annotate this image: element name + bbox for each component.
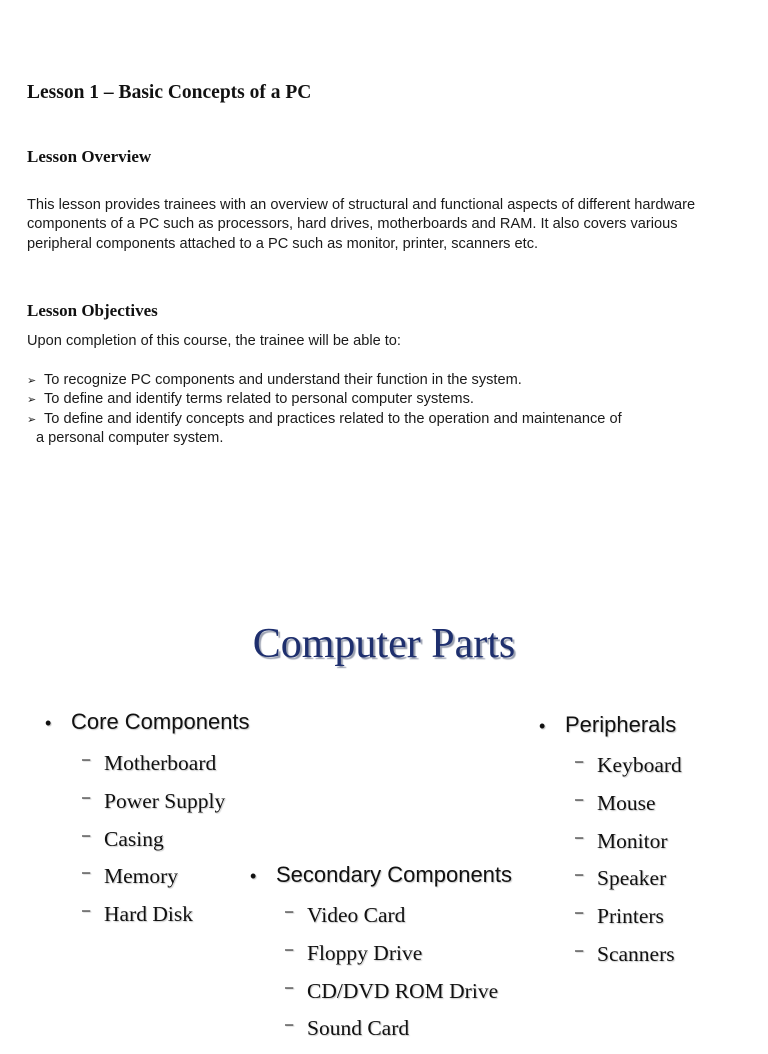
overview-paragraph: This lesson provides trainees with an overview of structural and functional aspects of different hardware components of a PC such as processors, hard drives, motherboards and RAM. It also covers various peripheral components attached to a PC such as monitor, printer, scanners etc. bbox=[27, 197, 696, 252]
item-label: Keyboard bbox=[597, 753, 682, 777]
dash-icon: – bbox=[285, 978, 294, 996]
objective-item bbox=[27, 390, 737, 409]
item-label: Memory bbox=[104, 864, 179, 889]
list-item bbox=[575, 829, 682, 867]
bullet-icon: • bbox=[45, 713, 52, 733]
list-item bbox=[82, 902, 225, 940]
item-label: Speaker bbox=[597, 866, 667, 891]
item-label: Hard Disk bbox=[104, 902, 193, 927]
bullet-icon: • bbox=[250, 866, 257, 886]
dash-icon: – bbox=[575, 790, 584, 808]
secondary-components-label: Secondary Components bbox=[276, 862, 513, 887]
objective-text: To recognize PC components and understand their function in the system. bbox=[44, 372, 522, 388]
list-item bbox=[575, 942, 682, 980]
lesson-title: Lesson 1 – Basic Concepts of a PC bbox=[27, 82, 312, 103]
secondary-components-heading bbox=[250, 862, 512, 888]
dash-icon: – bbox=[575, 941, 584, 959]
list-item bbox=[575, 753, 682, 791]
slide-title: Computer Parts bbox=[252, 621, 516, 667]
objectives-intro: Upon completion of this course, the trainee will be able to: bbox=[27, 333, 401, 349]
secondary-components-list bbox=[285, 903, 498, 1054]
bullet-icon: • bbox=[539, 716, 546, 736]
dash-icon: – bbox=[285, 940, 294, 958]
objectives-list bbox=[27, 371, 737, 449]
list-item bbox=[575, 866, 682, 904]
dash-icon: – bbox=[575, 828, 584, 846]
dash-icon: – bbox=[82, 751, 91, 768]
core-components-list bbox=[82, 751, 225, 940]
dash-icon: – bbox=[285, 1016, 294, 1034]
list-item bbox=[285, 979, 498, 1017]
arrow-bullet-icon: ➢ bbox=[27, 393, 37, 407]
list-item bbox=[575, 904, 682, 942]
item-label: Printers bbox=[597, 904, 664, 929]
peripherals-list bbox=[575, 753, 682, 980]
dash-icon: – bbox=[82, 826, 91, 844]
objective-item bbox=[27, 371, 737, 390]
core-components-label: Core Components bbox=[71, 709, 250, 734]
item-label: Motherboard bbox=[104, 751, 217, 775]
list-item bbox=[285, 941, 498, 979]
dash-icon: – bbox=[82, 902, 91, 920]
arrow-bullet-icon: ➢ bbox=[27, 412, 37, 426]
dash-icon: – bbox=[575, 753, 584, 770]
item-label: Mouse bbox=[597, 790, 656, 815]
item-label: Floppy Drive bbox=[307, 940, 423, 965]
list-item bbox=[285, 1016, 498, 1054]
list-item bbox=[82, 864, 225, 902]
objective-item bbox=[27, 410, 737, 449]
objective-continuation: a personal computer system. bbox=[36, 430, 224, 447]
dash-icon: – bbox=[82, 864, 91, 882]
list-item bbox=[82, 789, 225, 827]
item-label: Casing bbox=[104, 826, 164, 851]
list-item bbox=[285, 903, 498, 941]
list-item bbox=[82, 751, 225, 789]
objectives-heading: Lesson Objectives bbox=[27, 301, 158, 320]
dash-icon: – bbox=[575, 866, 584, 884]
arrow-bullet-icon: ➢ bbox=[27, 374, 37, 387]
item-label: Sound Card bbox=[307, 1016, 410, 1041]
item-label: Video Card bbox=[307, 903, 406, 927]
item-label: Scanners bbox=[597, 941, 675, 966]
dash-icon: – bbox=[82, 788, 91, 806]
core-components-heading bbox=[45, 709, 250, 735]
objective-text: To define and identify concepts and practices related to the operation and maintenance of bbox=[44, 410, 622, 427]
item-label: Power Supply bbox=[104, 788, 226, 813]
objective-text: To define and identify terms related to personal computer systems. bbox=[44, 391, 474, 408]
list-item bbox=[82, 827, 225, 865]
dash-icon: – bbox=[285, 903, 294, 920]
peripherals-heading bbox=[539, 712, 676, 738]
item-label: Monitor bbox=[597, 828, 668, 853]
dash-icon: – bbox=[575, 904, 584, 922]
list-item bbox=[575, 791, 682, 829]
overview-heading: Lesson Overview bbox=[27, 147, 152, 166]
peripherals-label: Peripherals bbox=[565, 712, 677, 737]
item-label: CD/DVD ROM Drive bbox=[307, 978, 499, 1003]
